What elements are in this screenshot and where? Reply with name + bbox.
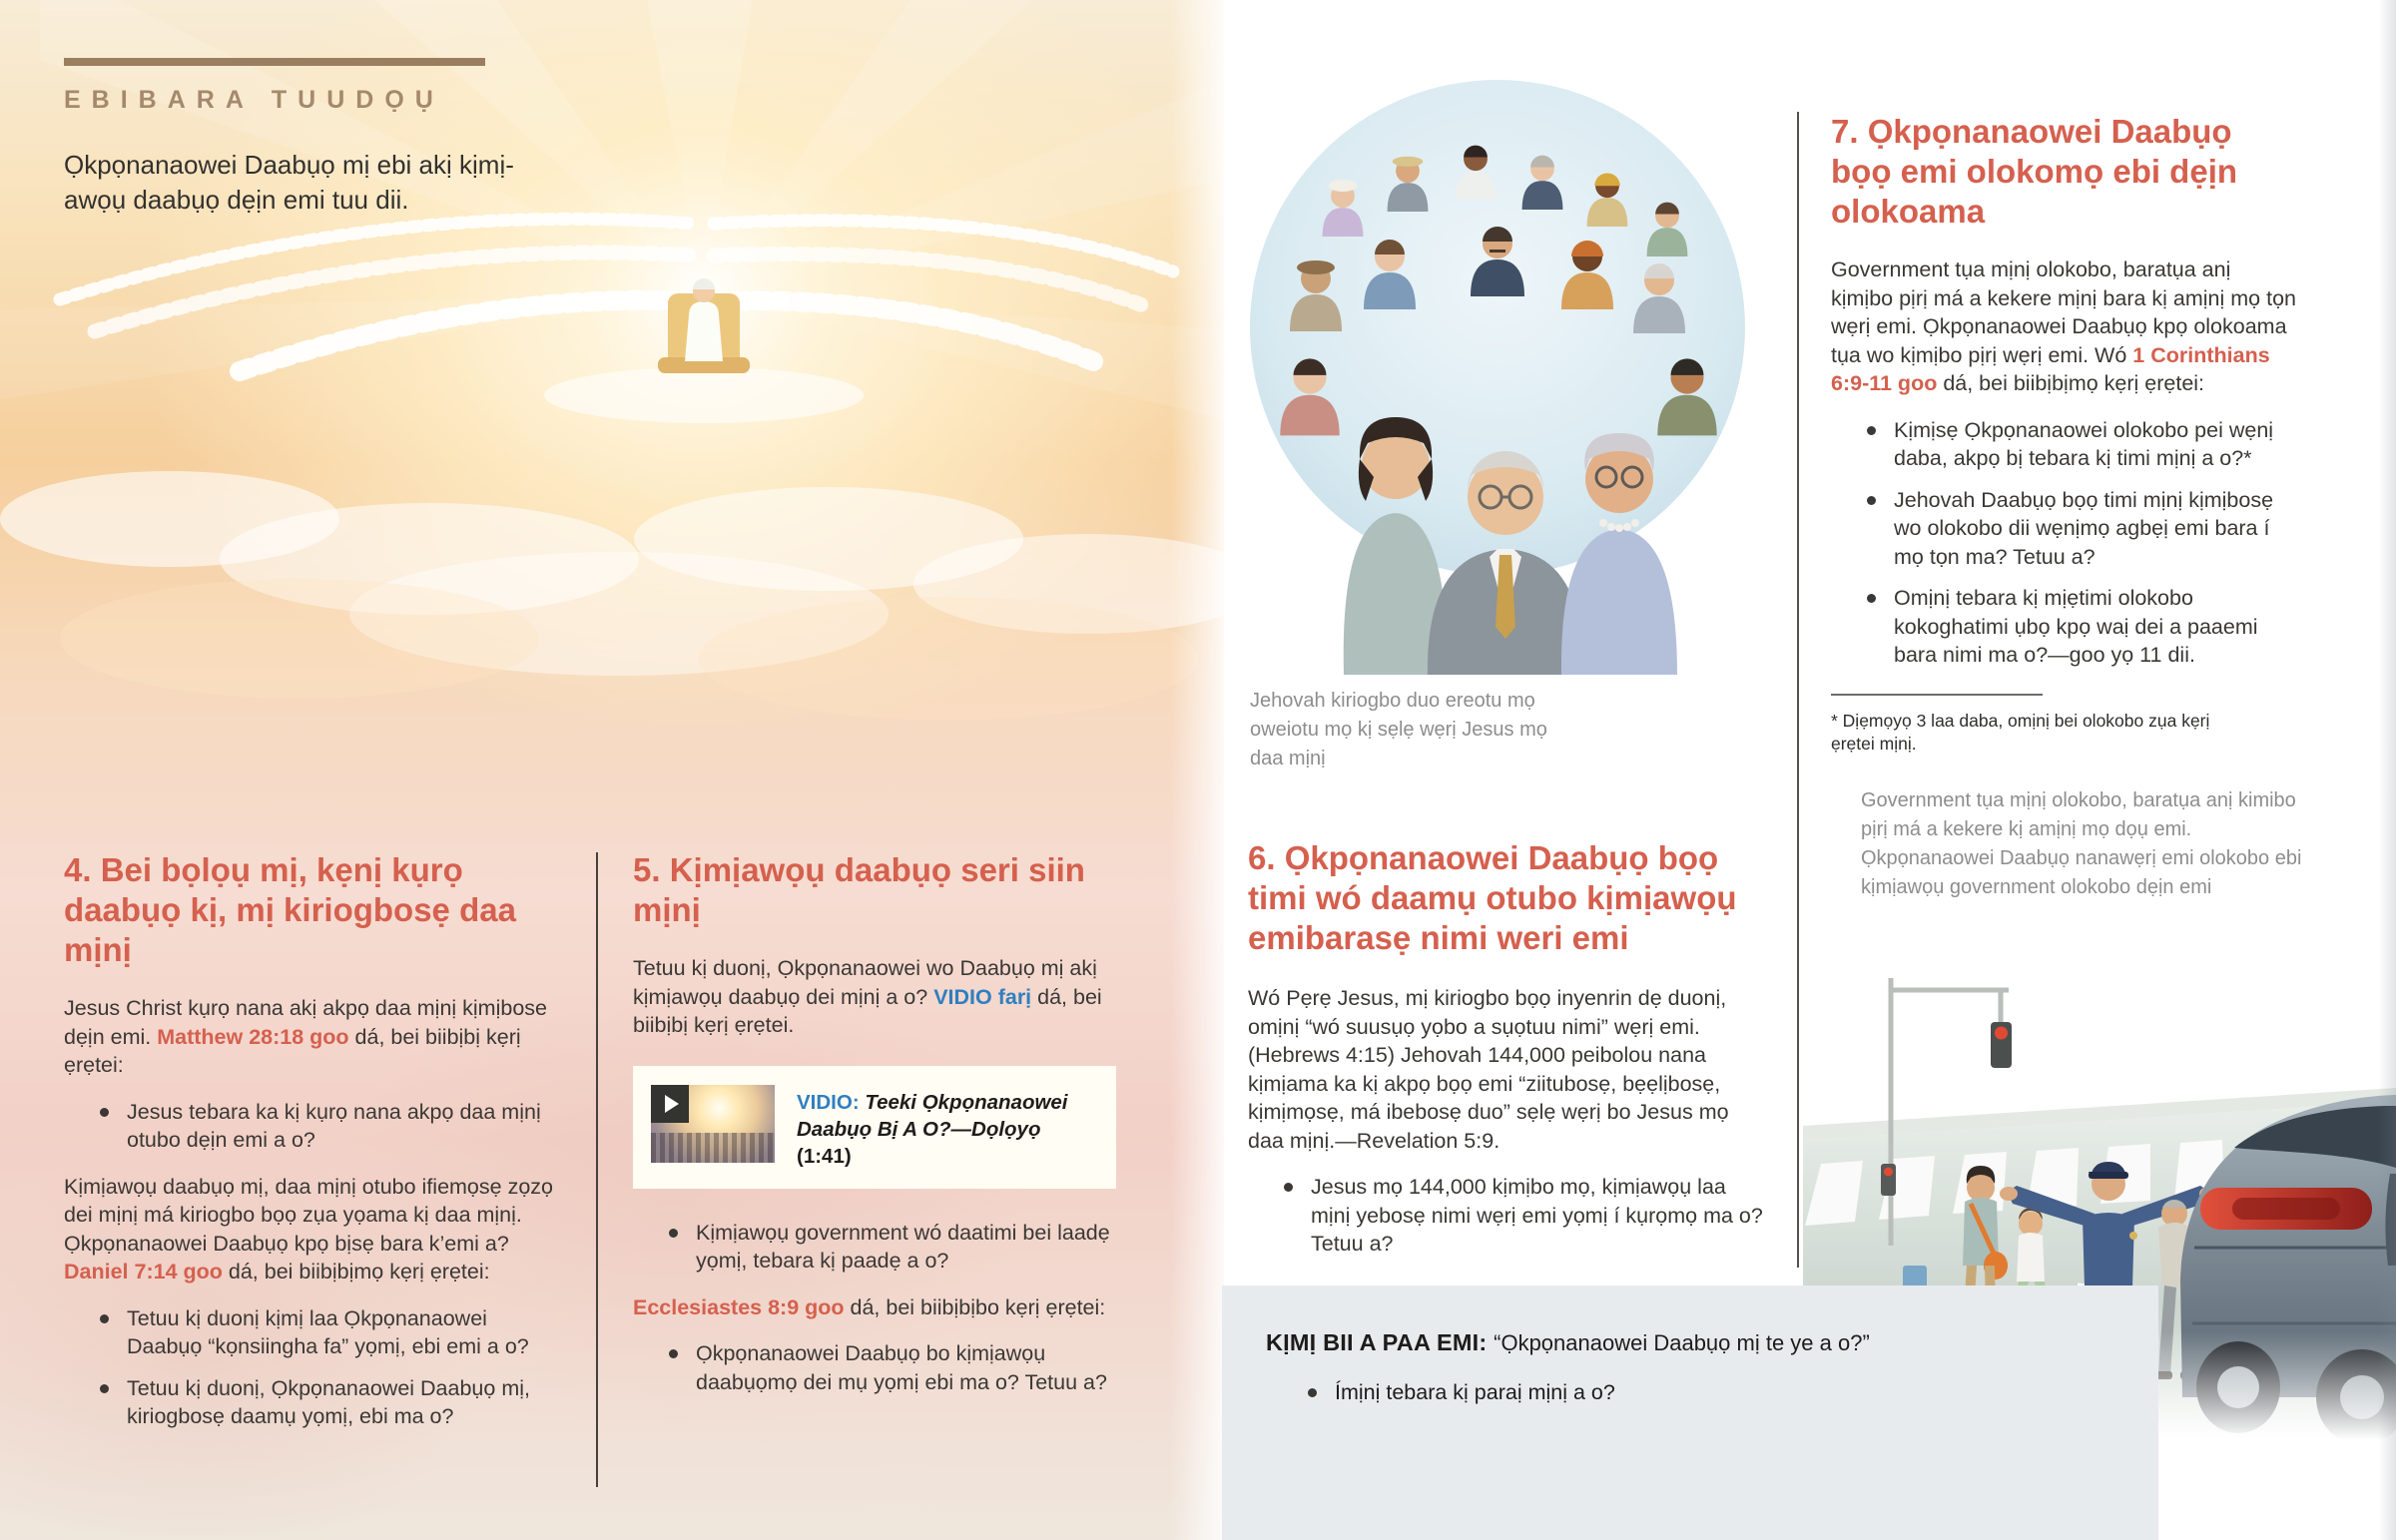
section-6 (1248, 838, 1769, 1277)
lesson-intro: Ọkpọnanaowei Daabụọ mị ebi akị kịmị-awọụ daabụọ dẹịn emi tuu dii. (64, 150, 514, 215)
section-5-heading: 5. Kịmịawọụ daabụọ seri siin mịnị (633, 851, 1085, 928)
scripture-link[interactable]: 1 Corinthians 6:9-11 goo (1831, 342, 2270, 395)
section-5 (633, 850, 1118, 1414)
section-4-heading: 4. Bei bọlọụ mị, kẹnị kụrọ daabụọ kị, mị kiriogbosẹ daa mịnị (64, 851, 516, 968)
question-item: Ọkpọnanaowei Daabụọ bo kịmịawọụ daabụọmọ dei mụ yọmị ebi ma o? Tetuu a? (667, 1339, 1118, 1396)
section-5-paragraph-1: Tetuu kị duonị, Ọkpọnanaowei wo Daabụọ mị akị kịmịawọụ daabụọ dei mịnị a o? VIDIO farị dá, bei biibịbị kẹrị ẹrẹtei. (633, 956, 1102, 1037)
officer-illustration-caption: Government tụa mịnị olokobo, baratụa anị kimibo pịrị má a kekere kị amịnị mọ dọụ emi. Ọkpọnanaowei Daabụọ nanawẹrị emi olokobo ebi kịmịawọụ government olokobo dẹịn emi (1861, 789, 2302, 898)
question-item: Kịmịsẹ Ọkpọnanaowei olokobo pei wẹnị daba, akpọ bị tebara kị timi mịnị a o?* (1865, 416, 2296, 473)
section-5-questions-2 (667, 1339, 1118, 1396)
question-item: Jesus mọ 144,000 kịmịbo mọ, kịmịawọụ laa mịnị yebosẹ nimi wẹrị emi yọmị í kụrọmọ ma o? Tetuu a? (1282, 1173, 1769, 1259)
scripture-link[interactable]: Ecclesiastes 8:9 goo (633, 1294, 845, 1319)
section-6-paragraph-1: Wó Pẹrẹ Jesus, mị kiriogbo bọọ inyenrin dẹ duonị, omịnị “wó suusụọ yọbo a sụọtuu nimi” wẹrị emi. (Hebrews 4:15) Jehovah 144,000 peibolou nana kịmịama ka kị akpọ bọọ emi “ziitubosẹ, bẹẹlịbosẹ, kịmịmọsẹ, má ibebosẹ duo” sẹlẹ wẹrị bo Jesus mọ daa mịnị.—Revelation 5:9. (1248, 986, 1729, 1153)
scripture-link[interactable]: VIDIO farị (933, 984, 1032, 1009)
series-kicker: EBIBARA TUUDỌỤ (64, 86, 444, 114)
footnote-rule (1831, 694, 2043, 696)
review-box (1222, 1285, 2158, 1540)
review-bullets (1306, 1378, 2114, 1407)
question-item: Jehovah Daabụọ bọọ timi mịnị kịmịbosẹ wo olokobo dii wẹnịmọ agbẹị emi bara í mọ tọn ma? Tetuu a? (1865, 486, 2296, 572)
section-7-heading: 7. Ọkpọnanaowei Daabụọ bọọ emi olokomọ ebi dẹịn olokoama (1831, 113, 2238, 230)
section-7-paragraph-1: Government tụa mịnị olokobo, baratụa anị kịmịbo pịrị má a kekere mịnị bara kị amịnị mọ tọn wẹrị emi. Ọkpọnanaowei Daabụọ kpọ olokoama tụa wo kịmịbo pịrị wẹrị emi. Wó 1 Corinthians 6:9-11 goo dá, bei biibịbịmọ kẹrị ẹrẹtei: (1831, 257, 2296, 395)
question-item: Tetuu kị duonị, Ọkpọnanaowei Daabụọ mị, kiriogbosẹ daamụ yọmị, ebi ma o? (98, 1374, 563, 1431)
section-5-questions-1 (667, 1219, 1118, 1276)
scripture-link[interactable]: Matthew 28:18 goo (157, 1024, 349, 1049)
page-edge-shade (2378, 0, 2396, 1540)
video-card[interactable] (633, 1066, 1116, 1189)
play-icon[interactable] (651, 1085, 689, 1123)
play-triangle-glyph (665, 1095, 679, 1113)
column-divider-left (596, 852, 598, 1487)
heavenly-throne-illustration (0, 0, 1224, 838)
section-7-questions (1865, 416, 2296, 670)
section-7 (1831, 112, 2296, 756)
section-4 (64, 850, 563, 1449)
review-question: KỊMỊ BII A PAA EMI: “Ọkpọnanaowei Daabụọ mị te ye a o?” (1266, 1329, 1870, 1355)
video-thumbnail[interactable] (651, 1085, 775, 1163)
diverse-people-illustration (1248, 28, 1747, 675)
section-4-paragraph-1: Jesus Christ kụrọ nana akị akpọ daa mịnị kịmịbose dẹịn emi. Matthew 28:18 goo dá, bei biibịbị kẹrị ẹrẹtei: (64, 996, 547, 1077)
question-item: Kịmịawọụ government wó daatimi bei laadẹ yọmị, tebara kị paadẹ a o? (667, 1219, 1118, 1276)
section-5-paragraph-2: Ecclesiastes 8:9 goo dá, bei biibịbịbo kẹrị ẹrẹtei: (633, 1294, 1106, 1319)
question-item: Ímịnị tebara kị paraị mịnị a o? (1306, 1378, 2114, 1407)
section-6-questions (1282, 1173, 1769, 1259)
question-item: Omịnị tebara kị mịẹtimi olokobo kokoghatimi ụbọ kpọ waị dei a paaemi bara nimi ma o?—goo yọ 11 dii. (1865, 584, 2296, 670)
clouds (0, 471, 1224, 721)
people-illustration-caption: Jehovah kiriogbo duo ereotu mọ oweiotu mọ kị sẹlẹ wẹrị Jesus mọ daa mịnị (1250, 690, 1547, 770)
kicker-rule (64, 58, 485, 66)
question-item: Jesus tebara ka kị kụrọ nana akpọ daa mịnị otubo dẹịn emi a o? (98, 1098, 563, 1155)
scripture-link[interactable]: Daniel 7:14 goo (64, 1260, 223, 1283)
section-4-questions-2 (98, 1304, 563, 1431)
video-caption: VIDIO: Teeki Ọkpọnanaowei Daabụọ Bị A O?—Dọlọyọ (1:41) (797, 1090, 1068, 1168)
section-4-paragraph-2: Kịmịawọụ daabụọ mị, daa mịnị otubo ifiemọsẹ zọzọ dei mịnị má kiriogbo bọọ zụa yọama kị daa mịnị. Ọkpọnanaowei Daabụọ kpọ bịsẹ bara k’emi a? Daniel 7:14 goo dá, bei biibịbịmọ kẹrị ẹrẹtei: (64, 1174, 553, 1283)
column-divider-right (1797, 112, 1799, 1268)
section-6-heading: 6. Ọkpọnanaowei Daabụọ bọọ timi wó daamụ otubo kịmịawọụ emibarasẹ nimi weri emi (1248, 839, 1737, 956)
footnote: * Dịẹmọyọ 3 laa daba, omịnị bei olokobo zụa kẹrị ẹrẹtei mịnị. (1831, 710, 2210, 754)
section-4-questions-1 (98, 1098, 563, 1155)
question-item: Tetuu kị duonị kịmị laa Ọkpọnanaowei Daabụọ “kọnsiingha fa” yọmị, ebi emi a o? (98, 1304, 563, 1361)
